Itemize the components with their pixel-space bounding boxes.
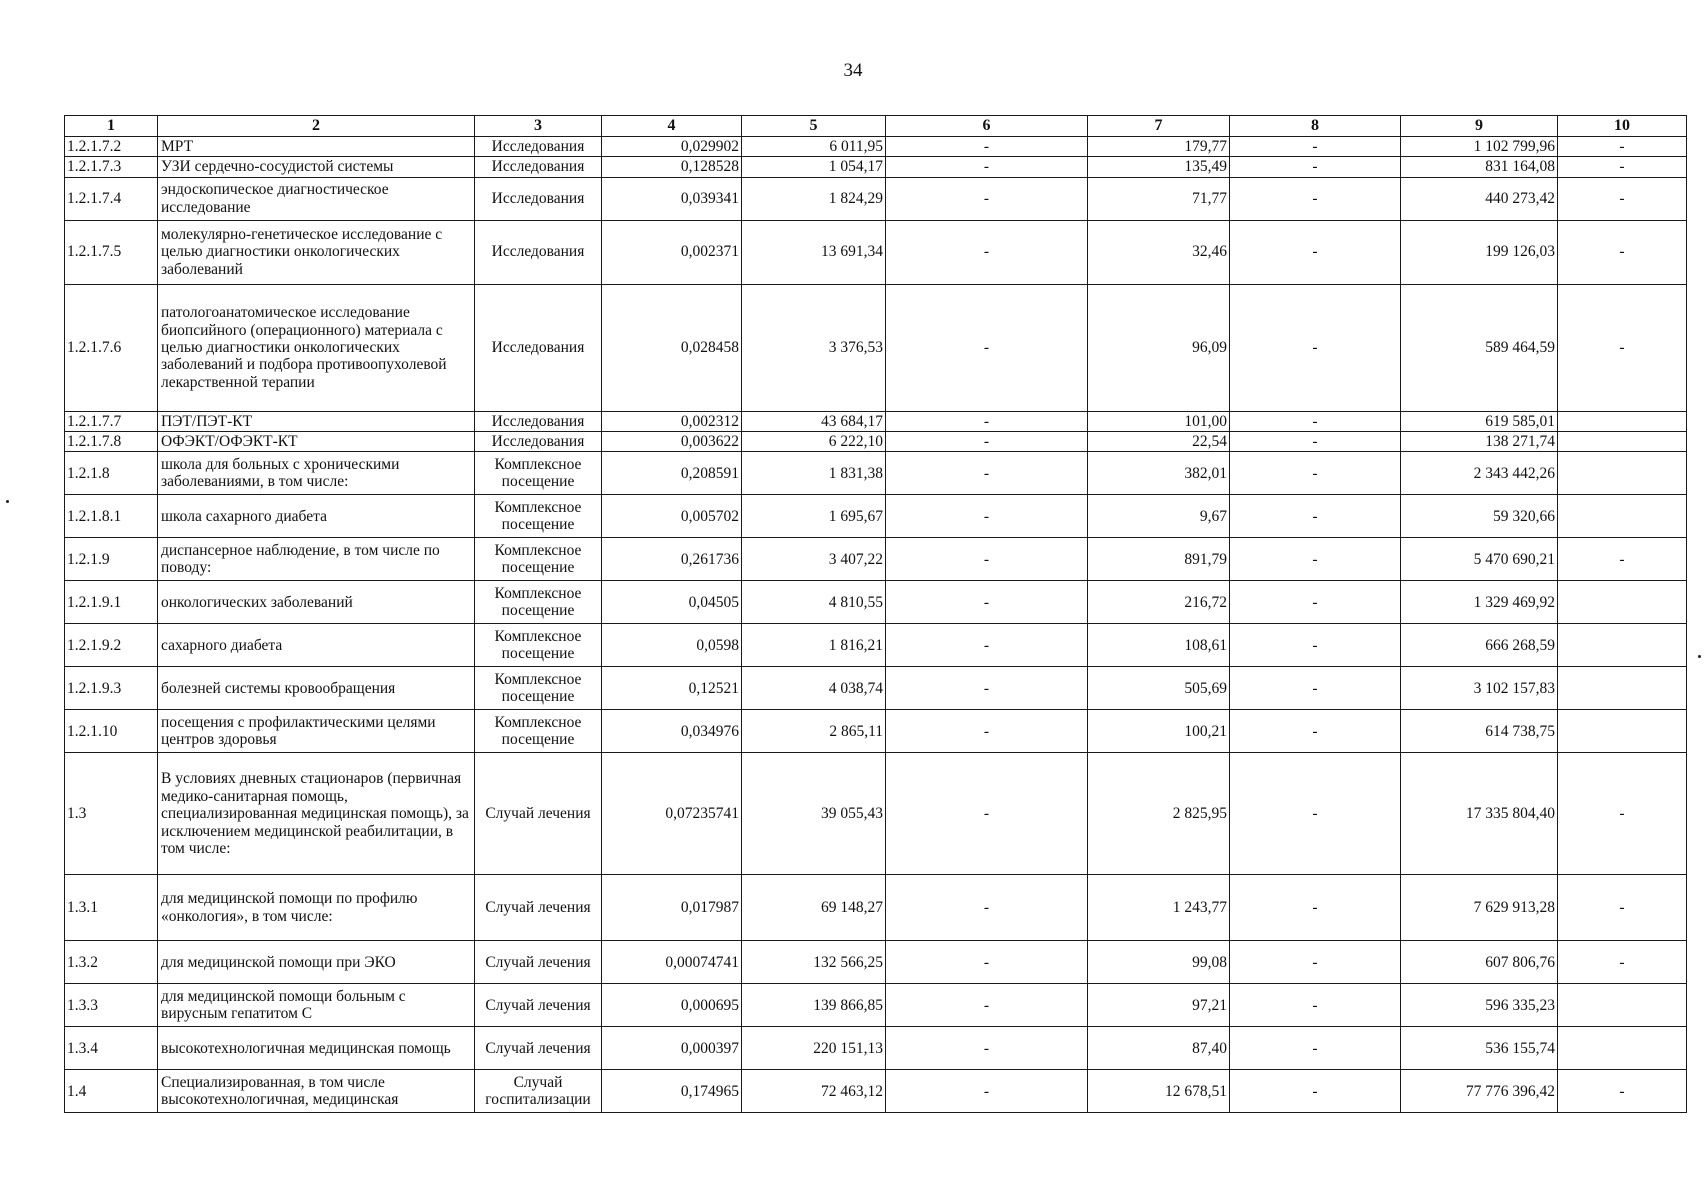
row-col-4: 0,208591	[602, 452, 742, 495]
row-col-4: 0,028458	[602, 284, 742, 411]
row-col-9: 1 102 799,96	[1401, 136, 1558, 156]
row-name: молекулярно-генетическое исследование с целью диагностики онкологических заболеваний	[158, 220, 475, 284]
row-name: для медицинской помощи больным с вирусным гепатитом С	[158, 984, 475, 1027]
row-code: 1.2.1.9.1	[65, 581, 158, 624]
row-col-10	[1558, 411, 1687, 431]
row-code: 1.3.1	[65, 875, 158, 941]
row-col-8: -	[1230, 431, 1401, 451]
row-col-7: 2 825,95	[1088, 753, 1230, 875]
table-row	[65, 177, 1687, 220]
row-col-6: -	[886, 411, 1088, 431]
row-col-6: -	[886, 431, 1088, 451]
row-col-7: 32,46	[1088, 220, 1230, 284]
header-col-3: 3	[475, 116, 602, 137]
row-col-9: 7 629 913,28	[1401, 875, 1558, 941]
row-col-7: 505,69	[1088, 667, 1230, 710]
row-col-9: 17 335 804,40	[1401, 753, 1558, 875]
table-row	[65, 753, 1687, 875]
row-col-7: 97,21	[1088, 984, 1230, 1027]
header-row	[65, 116, 1687, 137]
row-unit: Случай лечения	[475, 875, 602, 941]
row-col-6: -	[886, 452, 1088, 495]
row-name: УЗИ сердечно-сосудистой системы	[158, 157, 475, 177]
page-number: 34	[843, 60, 863, 81]
table-row	[65, 875, 1687, 941]
row-col-5: 2 865,11	[742, 710, 886, 753]
row-col-4: 0,261736	[602, 538, 742, 581]
row-col-10	[1558, 1027, 1687, 1070]
row-col-5: 6 222,10	[742, 431, 886, 451]
row-name: высокотехнологичная медицинская помощь	[158, 1027, 475, 1070]
row-col-5: 6 011,95	[742, 136, 886, 156]
row-col-5: 39 055,43	[742, 753, 886, 875]
row-col-9: 5 470 690,21	[1401, 538, 1558, 581]
row-col-10: -	[1558, 941, 1687, 984]
table-row	[65, 452, 1687, 495]
row-code: 1.4	[65, 1070, 158, 1113]
row-col-4: 0,002371	[602, 220, 742, 284]
row-col-9: 607 806,76	[1401, 941, 1558, 984]
row-code: 1.3	[65, 753, 158, 875]
row-unit: Комплексное посещение	[475, 495, 602, 538]
row-col-7: 135,49	[1088, 157, 1230, 177]
header-col-10: 10	[1558, 116, 1687, 137]
table-row	[65, 624, 1687, 667]
row-code: 1.2.1.9	[65, 538, 158, 581]
row-col-4: 0,002312	[602, 411, 742, 431]
row-col-7: 99,08	[1088, 941, 1230, 984]
row-col-8: -	[1230, 157, 1401, 177]
row-col-5: 1 824,29	[742, 177, 886, 220]
row-col-10	[1558, 710, 1687, 753]
header-col-7: 7	[1088, 116, 1230, 137]
row-col-10	[1558, 667, 1687, 710]
row-name: МРТ	[158, 136, 475, 156]
row-unit: Исследования	[475, 177, 602, 220]
row-col-4: 0,12521	[602, 667, 742, 710]
row-col-8: -	[1230, 624, 1401, 667]
row-col-4: 0,00074741	[602, 941, 742, 984]
row-col-8: -	[1230, 710, 1401, 753]
row-col-6: -	[886, 581, 1088, 624]
row-col-6: -	[886, 284, 1088, 411]
row-col-10: -	[1558, 157, 1687, 177]
row-col-9: 619 585,01	[1401, 411, 1558, 431]
row-col-8: -	[1230, 538, 1401, 581]
row-col-6: -	[886, 220, 1088, 284]
table-row	[65, 984, 1687, 1027]
row-col-4: 0,005702	[602, 495, 742, 538]
row-col-8: -	[1230, 941, 1401, 984]
row-unit: Случай лечения	[475, 984, 602, 1027]
row-col-8: -	[1230, 1027, 1401, 1070]
row-name: сахарного диабета	[158, 624, 475, 667]
row-col-4: 0,017987	[602, 875, 742, 941]
row-col-8: -	[1230, 667, 1401, 710]
row-col-7: 100,21	[1088, 710, 1230, 753]
row-col-4: 0,0598	[602, 624, 742, 667]
row-name: Специализированная, в том числе высокотехнологичная, медицинская	[158, 1070, 475, 1113]
scan-speck	[6, 500, 9, 503]
row-col-6: -	[886, 177, 1088, 220]
row-name: для медицинской помощи по профилю «онкология», в том числе:	[158, 875, 475, 941]
row-col-7: 9,67	[1088, 495, 1230, 538]
row-col-9: 666 268,59	[1401, 624, 1558, 667]
table-row	[65, 941, 1687, 984]
row-col-9: 440 273,42	[1401, 177, 1558, 220]
row-col-6: -	[886, 667, 1088, 710]
table-row	[65, 284, 1687, 411]
row-col-6: -	[886, 1027, 1088, 1070]
row-col-5: 1 816,21	[742, 624, 886, 667]
row-col-10	[1558, 452, 1687, 495]
row-col-7: 87,40	[1088, 1027, 1230, 1070]
row-col-5: 72 463,12	[742, 1070, 886, 1113]
row-col-5: 220 151,13	[742, 1027, 886, 1070]
row-col-7: 22,54	[1088, 431, 1230, 451]
row-col-7: 216,72	[1088, 581, 1230, 624]
row-code: 1.2.1.7.6	[65, 284, 158, 411]
row-name: онкологических заболеваний	[158, 581, 475, 624]
row-col-7: 96,09	[1088, 284, 1230, 411]
row-col-5: 69 148,27	[742, 875, 886, 941]
row-col-8: -	[1230, 753, 1401, 875]
row-unit: Исследования	[475, 431, 602, 451]
row-col-8: -	[1230, 136, 1401, 156]
row-code: 1.3.2	[65, 941, 158, 984]
row-col-4: 0,000397	[602, 1027, 742, 1070]
row-col-10: -	[1558, 538, 1687, 581]
row-code: 1.2.1.7.5	[65, 220, 158, 284]
row-code: 1.2.1.7.3	[65, 157, 158, 177]
header-col-4: 4	[602, 116, 742, 137]
row-name: посещения с профилактическими целями центров здоровья	[158, 710, 475, 753]
row-col-8: -	[1230, 220, 1401, 284]
row-name: ПЭТ/ПЭТ-КТ	[158, 411, 475, 431]
row-unit: Исследования	[475, 220, 602, 284]
row-col-7: 108,61	[1088, 624, 1230, 667]
row-col-10: -	[1558, 875, 1687, 941]
row-col-5: 13 691,34	[742, 220, 886, 284]
row-unit: Случай госпитализации	[475, 1070, 602, 1113]
row-unit: Случай лечения	[475, 1027, 602, 1070]
row-col-4: 0,174965	[602, 1070, 742, 1113]
row-col-9: 59 320,66	[1401, 495, 1558, 538]
row-unit: Исследования	[475, 157, 602, 177]
row-col-10	[1558, 624, 1687, 667]
row-unit: Комплексное посещение	[475, 538, 602, 581]
row-col-7: 12 678,51	[1088, 1070, 1230, 1113]
tariff-table	[64, 115, 1687, 1113]
table-row	[65, 136, 1687, 156]
row-col-6: -	[886, 1070, 1088, 1113]
row-col-4: 0,034976	[602, 710, 742, 753]
row-col-5: 1 831,38	[742, 452, 886, 495]
table-row	[65, 495, 1687, 538]
table-row	[65, 411, 1687, 431]
table-row	[65, 220, 1687, 284]
row-col-7: 382,01	[1088, 452, 1230, 495]
row-code: 1.2.1.9.2	[65, 624, 158, 667]
row-col-9: 3 102 157,83	[1401, 667, 1558, 710]
row-unit: Комплексное посещение	[475, 624, 602, 667]
row-name: школа для больных с хроническими заболеваниями, в том числе:	[158, 452, 475, 495]
header-col-8: 8	[1230, 116, 1401, 137]
row-col-4: 0,07235741	[602, 753, 742, 875]
row-col-7: 179,77	[1088, 136, 1230, 156]
row-col-6: -	[886, 753, 1088, 875]
row-col-8: -	[1230, 411, 1401, 431]
row-col-10: -	[1558, 753, 1687, 875]
row-code: 1.2.1.7.7	[65, 411, 158, 431]
row-col-6: -	[886, 984, 1088, 1027]
row-col-6: -	[886, 157, 1088, 177]
row-unit: Комплексное посещение	[475, 581, 602, 624]
row-col-6: -	[886, 495, 1088, 538]
row-col-4: 0,003622	[602, 431, 742, 451]
row-col-9: 77 776 396,42	[1401, 1070, 1558, 1113]
table-row	[65, 710, 1687, 753]
row-col-10: -	[1558, 177, 1687, 220]
table-header	[65, 116, 1687, 137]
row-col-5: 139 866,85	[742, 984, 886, 1027]
row-unit: Комплексное посещение	[475, 452, 602, 495]
row-col-7: 1 243,77	[1088, 875, 1230, 941]
table-row	[65, 1027, 1687, 1070]
row-code: 1.2.1.8	[65, 452, 158, 495]
row-code: 1.2.1.7.8	[65, 431, 158, 451]
row-col-6: -	[886, 710, 1088, 753]
row-col-4: 0,039341	[602, 177, 742, 220]
row-col-8: -	[1230, 452, 1401, 495]
row-col-4: 0,04505	[602, 581, 742, 624]
row-unit: Случай лечения	[475, 753, 602, 875]
table-row	[65, 157, 1687, 177]
row-col-4: 0,000695	[602, 984, 742, 1027]
row-col-5: 1 054,17	[742, 157, 886, 177]
tariff-table-sheet	[64, 115, 1686, 1113]
row-col-5: 132 566,25	[742, 941, 886, 984]
row-unit: Исследования	[475, 136, 602, 156]
row-name: В условиях дневных стационаров (первичная медико-санитарная помощь, специализированная медицинская помощь), за исключением медицинской реабилитации, в том числе:	[158, 753, 475, 875]
row-col-9: 831 164,08	[1401, 157, 1558, 177]
row-name: диспансерное наблюдение, в том числе по поводу:	[158, 538, 475, 581]
row-col-4: 0,128528	[602, 157, 742, 177]
row-col-6: -	[886, 875, 1088, 941]
row-col-6: -	[886, 624, 1088, 667]
row-col-9: 596 335,23	[1401, 984, 1558, 1027]
row-code: 1.3.3	[65, 984, 158, 1027]
row-col-10	[1558, 495, 1687, 538]
scan-speck	[1698, 655, 1701, 658]
row-name: ОФЭКТ/ОФЭКТ-КТ	[158, 431, 475, 451]
row-unit: Комплексное посещение	[475, 667, 602, 710]
row-unit: Случай лечения	[475, 941, 602, 984]
table-row	[65, 581, 1687, 624]
row-col-7: 891,79	[1088, 538, 1230, 581]
table-row	[65, 1070, 1687, 1113]
row-col-5: 3 407,22	[742, 538, 886, 581]
row-col-4: 0,029902	[602, 136, 742, 156]
row-col-5: 4 810,55	[742, 581, 886, 624]
row-unit: Комплексное посещение	[475, 710, 602, 753]
table-row	[65, 431, 1687, 451]
row-col-8: -	[1230, 284, 1401, 411]
row-col-10: -	[1558, 284, 1687, 411]
row-col-8: -	[1230, 177, 1401, 220]
row-col-9: 589 464,59	[1401, 284, 1558, 411]
row-col-8: -	[1230, 875, 1401, 941]
row-name: эндоскопическое диагностическое исследование	[158, 177, 475, 220]
row-col-6: -	[886, 538, 1088, 581]
row-name: школа сахарного диабета	[158, 495, 475, 538]
row-name: патологоанатомическое исследование биопсийного (операционного) материала с целью диагностики онкологических заболеваний и подбора противоопухолевой лекарственной терапии	[158, 284, 475, 411]
row-code: 1.2.1.7.2	[65, 136, 158, 156]
row-name: болезней системы кровообращения	[158, 667, 475, 710]
row-col-9: 2 343 442,26	[1401, 452, 1558, 495]
row-name: для медицинской помощи при ЭКО	[158, 941, 475, 984]
row-code: 1.2.1.9.3	[65, 667, 158, 710]
row-col-7: 101,00	[1088, 411, 1230, 431]
row-col-6: -	[886, 941, 1088, 984]
row-col-10: -	[1558, 220, 1687, 284]
row-col-8: -	[1230, 1070, 1401, 1113]
row-unit: Исследования	[475, 284, 602, 411]
table-body	[65, 136, 1687, 1112]
row-col-9: 1 329 469,92	[1401, 581, 1558, 624]
row-col-10: -	[1558, 136, 1687, 156]
header-col-1: 1	[65, 116, 158, 137]
row-col-10	[1558, 431, 1687, 451]
row-col-10	[1558, 984, 1687, 1027]
row-unit: Исследования	[475, 411, 602, 431]
row-col-8: -	[1230, 581, 1401, 624]
row-col-9: 536 155,74	[1401, 1027, 1558, 1070]
table-row	[65, 538, 1687, 581]
row-col-5: 3 376,53	[742, 284, 886, 411]
header-col-6: 6	[886, 116, 1088, 137]
row-col-5: 4 038,74	[742, 667, 886, 710]
row-col-10: -	[1558, 1070, 1687, 1113]
row-col-6: -	[886, 136, 1088, 156]
row-col-9: 614 738,75	[1401, 710, 1558, 753]
row-col-5: 43 684,17	[742, 411, 886, 431]
row-col-8: -	[1230, 984, 1401, 1027]
row-col-9: 138 271,74	[1401, 431, 1558, 451]
row-col-10	[1558, 581, 1687, 624]
header-col-2: 2	[158, 116, 475, 137]
table-row	[65, 667, 1687, 710]
header-col-5: 5	[742, 116, 886, 137]
row-code: 1.2.1.7.4	[65, 177, 158, 220]
row-code: 1.2.1.8.1	[65, 495, 158, 538]
row-code: 1.2.1.10	[65, 710, 158, 753]
row-col-8: -	[1230, 495, 1401, 538]
row-col-5: 1 695,67	[742, 495, 886, 538]
row-code: 1.3.4	[65, 1027, 158, 1070]
row-col-7: 71,77	[1088, 177, 1230, 220]
header-col-9: 9	[1401, 116, 1558, 137]
row-col-9: 199 126,03	[1401, 220, 1558, 284]
